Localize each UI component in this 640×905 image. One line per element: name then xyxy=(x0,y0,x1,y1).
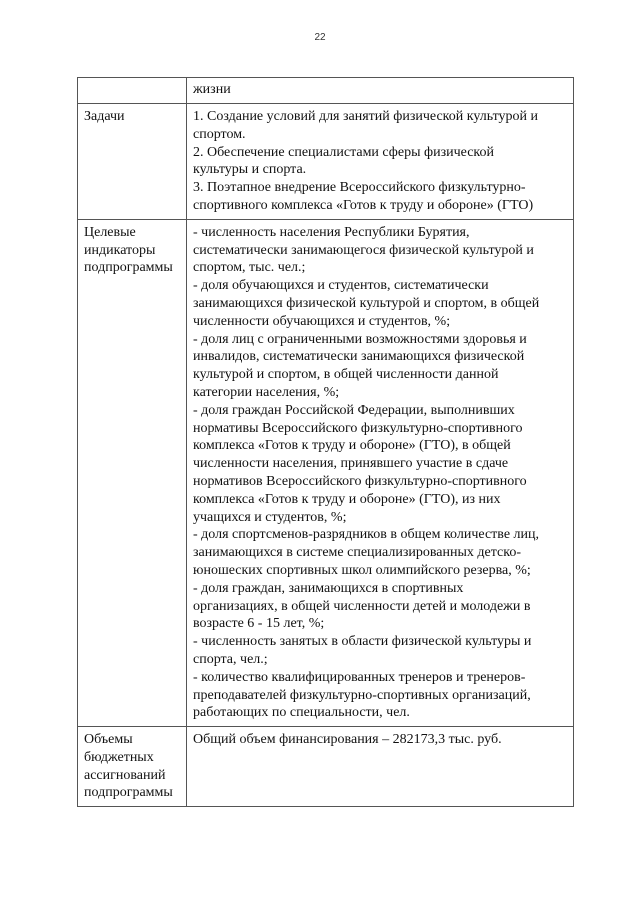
content-line: - численность населения Республики Бурятия, xyxy=(193,224,470,240)
content-line: спорта, чел.; xyxy=(193,651,268,667)
table-row-budget xyxy=(78,727,574,807)
content-line: численности населения, принявшего участие в сдаче xyxy=(193,456,509,472)
content-line: учащихся и студентов, %; xyxy=(193,509,347,525)
label-line: подпрограммы xyxy=(84,785,173,801)
content-cell-tasks xyxy=(187,104,574,220)
content-line: культуры и спорта. xyxy=(193,162,307,178)
content-line: организациях, в общей численности детей и молодежи в xyxy=(193,598,531,614)
content-line: категории населения, %; xyxy=(193,384,340,400)
label-line: Объемы xyxy=(84,732,133,748)
content-line: спортом, тыс. чел.; xyxy=(193,260,306,276)
label-cell-tasks xyxy=(78,104,187,220)
content-line: занимающихся в системе специализированных детско- xyxy=(193,545,521,561)
content-line: преподавателей физкультурно-спортивных организаций, xyxy=(193,687,531,703)
label-cell-indicators xyxy=(78,219,187,726)
content-line: спортом. xyxy=(193,126,246,142)
label-cell-empty xyxy=(78,78,187,104)
content-line: занимающихся физической культурой и спортом, в общей xyxy=(193,295,540,311)
label-line: индикаторы xyxy=(84,242,156,258)
content-line: систематически занимающегося физической культурой и xyxy=(193,242,534,258)
content-line: спортивного комплекса «Готов к труду и обороне» (ГТО) xyxy=(193,197,534,213)
label-line: Задачи xyxy=(84,109,125,124)
content-line: - численность занятых в области физической культуры и xyxy=(193,634,532,650)
content-line: 1. Создание условий для занятий физической культурой и xyxy=(193,109,539,124)
content-line: - доля лиц с ограниченными возможностями здоровья и xyxy=(193,331,527,347)
content-line: 3. Поэтапное внедрение Всероссийского физкультурно- xyxy=(193,180,526,196)
content-line: работающих по специальности, чел. xyxy=(193,705,410,721)
content-line: - количество квалифицированных тренеров и тренеров- xyxy=(193,669,526,685)
content-cell-indicators xyxy=(187,219,574,726)
content-cell-continuation xyxy=(187,78,574,104)
content-line: комплекса «Готов к труду и обороне» (ГТО), из них xyxy=(193,491,501,507)
label-line: ассигнований xyxy=(84,767,166,783)
content-line: - доля обучающихся и студентов, систематически xyxy=(193,278,489,294)
table-row-indicators xyxy=(78,219,574,726)
label-line: бюджетных xyxy=(84,749,154,765)
table-row-tasks xyxy=(78,104,574,220)
passport-table xyxy=(77,77,574,807)
page-number: 22 xyxy=(314,32,326,43)
content-line: культурой и спортом, в общей численности данной xyxy=(193,367,499,383)
content-line: жизни xyxy=(193,82,231,97)
content-line: численности обучающихся и студентов, %; xyxy=(193,313,451,329)
content-line: - доля граждан Российской Федерации, выполнивших xyxy=(193,402,515,418)
content-line: - доля граждан, занимающихся в спортивных xyxy=(193,580,464,596)
label-line: подпрограммы xyxy=(84,260,173,276)
content-line: нормативы Всероссийского физкультурно-спортивного xyxy=(193,420,523,436)
content-line: Общий объем финансирования – 282173,3 тыс. руб. xyxy=(193,732,502,748)
table-row-continuation xyxy=(78,78,574,104)
content-line: юношеских спортивных школ олимпийского резерва, %; xyxy=(193,562,531,578)
label-cell-budget xyxy=(78,727,187,807)
content-line: комплекса «Готов к труду и обороне» (ГТО), в общей xyxy=(193,438,511,454)
content-line: нормативов Всероссийского физкультурно-спортивного xyxy=(193,473,527,489)
content-line: возрасте 6 - 15 лет, %; xyxy=(193,616,325,632)
content-cell-budget xyxy=(187,727,574,807)
label-line: Целевые xyxy=(84,224,136,240)
content-line: - доля спортсменов-разрядников в общем количестве лиц, xyxy=(193,527,540,543)
content-line: инвалидов, систематически занимающихся физической xyxy=(193,349,525,365)
content-line: 2. Обеспечение специалистами сферы физической xyxy=(193,144,494,160)
